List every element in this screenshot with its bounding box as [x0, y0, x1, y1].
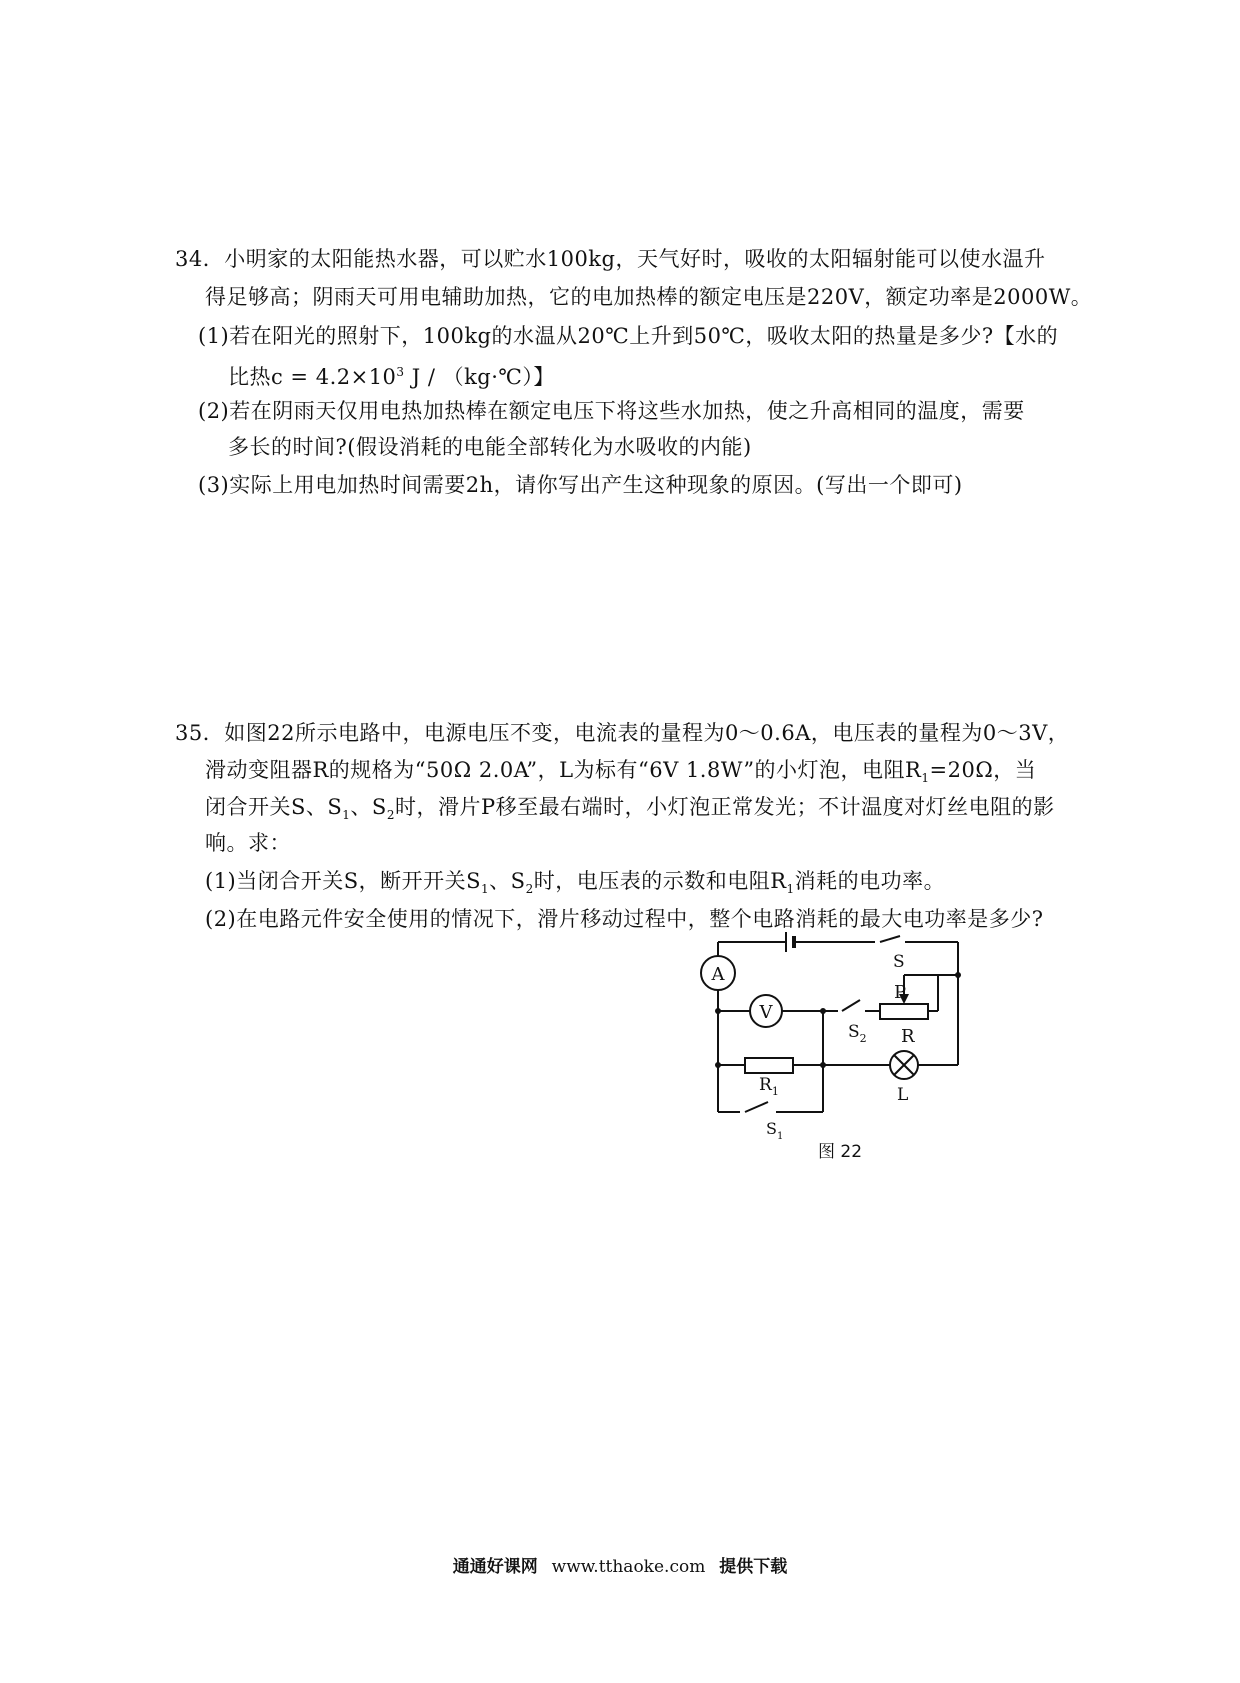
q35-part2: (2)在电路元件安全使用的情况下，滑片移动过程中，整个电路消耗的最大电功率是多少? [205, 907, 1044, 931]
switch-s1-label [766, 1119, 783, 1140]
q35-part1-sub3: 1 [786, 882, 795, 897]
q34-part1-formula-tail: J / （kg·℃）】 [404, 365, 555, 389]
switch-s1-letter: S [766, 1119, 777, 1138]
q35-part1-c: 时，电压表的示数和电阻R [533, 869, 787, 893]
q34-part1-line-1: (1)若在阳光的照射下，100kg的水温从20℃上升到50℃，吸收太阳的热量是多少?【水的 [198, 324, 1059, 348]
q35-line-1: 35．如图22所示电路中，电源电压不变，电流表的量程为0～0.6A，电压表的量程为0～3V， [175, 721, 1070, 745]
q34-part1-formula: 比热c = 4.2×10 [228, 365, 397, 389]
ammeter-label: A [711, 964, 725, 985]
q35-part1-a: (1)当闭合开关S，断开开关S [205, 869, 482, 893]
q35-line-2 [205, 755, 1036, 793]
q35-part1-sub1: 1 [481, 882, 490, 897]
slider-p-label: P [894, 982, 907, 1003]
resistor-r1-label [759, 1075, 779, 1098]
switch-s2-label [848, 1022, 867, 1045]
footer-site-name: 通通好课网 [452, 1557, 538, 1577]
q35-line-3 [205, 792, 1055, 830]
resistor-r1-letter: R [759, 1075, 772, 1095]
switch-s1-sub: 1 [776, 1131, 784, 1140]
q34-part1-line-2 [228, 357, 555, 392]
rheostat-r-label: R [901, 1026, 915, 1047]
resistor-r1-sub: 1 [771, 1085, 779, 1098]
q35-line-4: 响。求： [205, 831, 291, 855]
lamp-icon [890, 1051, 918, 1079]
figure-caption: 图 22 [818, 1142, 863, 1162]
page-footer [0, 1552, 1240, 1577]
q34-part3: (3)实际上用电加热时间需要2h，请你写出产生这种现象的原因。(写出一个即可) [198, 473, 963, 497]
q35-line-3-c: 时，滑片P移至最右端时，小灯泡正常发光；不计温度对灯丝电阻的影 [394, 795, 1055, 819]
switch-s2-letter: S [848, 1022, 860, 1042]
footer-download-text: 提供下载 [719, 1557, 788, 1577]
q35-part1-sub2: 2 [525, 882, 534, 897]
q34-part2-line-2: 多长的时间?(假设消耗的电能全部转化为水吸收的内能) [228, 435, 752, 459]
footer-url[interactable]: www.tthaoke.com [551, 1557, 706, 1577]
q35-line-3-a: 闭合开关S、S [205, 795, 343, 819]
circuit-diagram [690, 920, 990, 1140]
q35-line-3-b: 、S [350, 795, 387, 819]
q35-part1-d: 消耗的电功率。 [794, 869, 946, 893]
q35-part1-b: 、S [489, 869, 526, 893]
lamp-l-label: L [897, 1085, 909, 1105]
q34-line-2: 得足够高；阴雨天可用电辅助加热，它的电加热棒的额定电压是220V，额定功率是2000W。 [205, 285, 1093, 309]
q35-line-2-tail: =20Ω，当 [929, 758, 1037, 782]
voltmeter-label: V [759, 1002, 773, 1023]
q35-part1 [205, 866, 945, 904]
q35-line-2-text: 滑动变阻器R的规格为“50Ω 2.0A”，L为标有“6V 1.8W”的小灯泡，电阻R [205, 758, 922, 782]
q34-part1-exponent: 3 [396, 365, 405, 379]
q34-part2-line-1: (2)若在阴雨天仅用电热加热棒在额定电压下将这些水加热，使之升高相同的温度，需要 [198, 399, 1025, 423]
q35-line-3-sub1: 1 [342, 808, 351, 823]
q35-line-3-sub2: 2 [386, 808, 395, 823]
switch-s-label: S [893, 952, 905, 972]
q34-line-1: 34．小明家的太阳能热水器，可以贮水100kg，天气好时，吸收的太阳辐射能可以使水温升 [175, 247, 1046, 271]
switch-s2-sub: 2 [859, 1032, 867, 1045]
q35-line-2-sub: 1 [921, 771, 930, 786]
